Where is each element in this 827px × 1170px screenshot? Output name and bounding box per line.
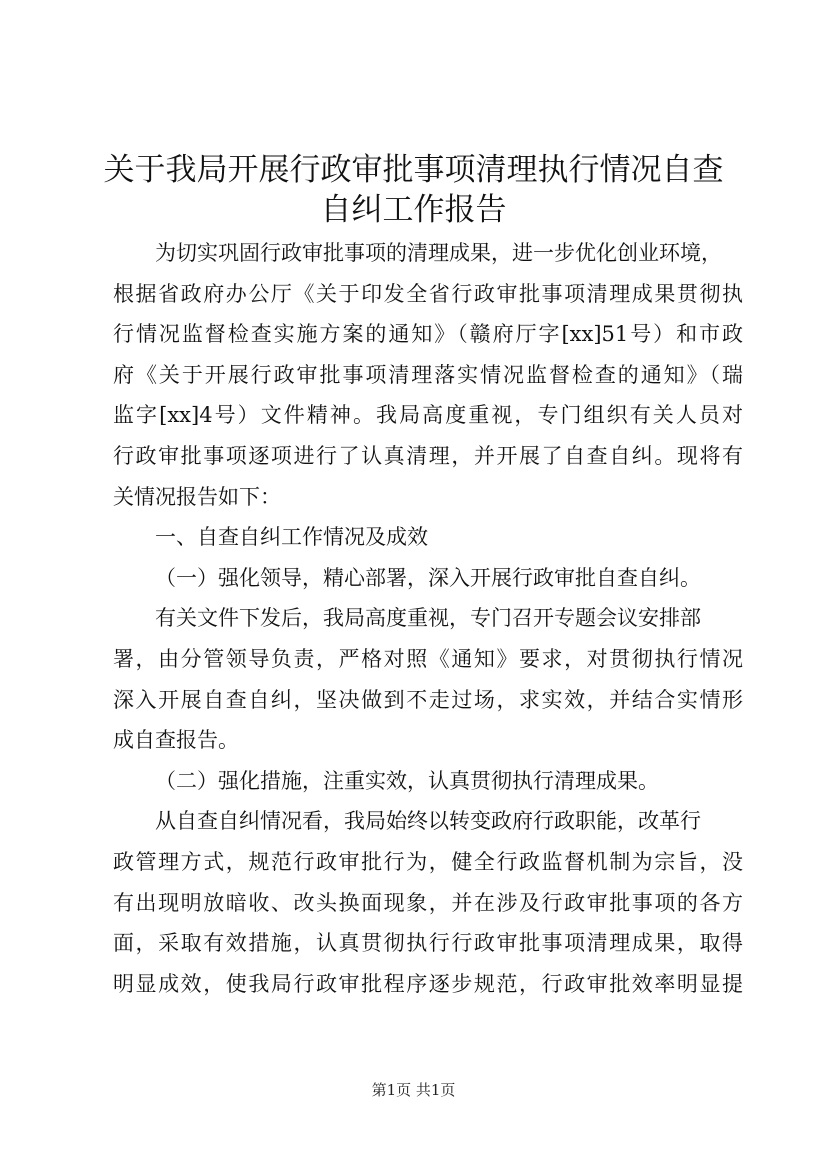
body-line: 监字[xx]4号）文件精神。我局高度重视，专门组织有关人员对 [113, 403, 743, 428]
page-footer: 第1页 共1页 [371, 1081, 456, 1099]
body-line: 行政审批事项逐项进行了认真清理，并开展了自查自纠。现将有 [113, 443, 743, 468]
body-line: 行情况监督检查实施方案的通知》（赣府厅字[xx]51号）和市政 [113, 322, 743, 347]
body-line: 政管理方式，规范行政审批行为，健全行政监督机制为宗旨，没 [113, 849, 743, 874]
document-body [113, 233, 743, 1004]
title-line-1: 关于我局开展行政审批事项清理执行情况自查 [103, 152, 724, 188]
document-title [100, 150, 727, 230]
body-line: 为切实巩固行政审批事项的清理成果，进一步优化创业环境， [155, 241, 722, 265]
body-line: 有关文件下发后，我局高度重视，专门召开专题会议安排部 [155, 606, 701, 631]
subsection-heading: （二）强化措施，注重实效，认真贯彻执行清理成果。 [155, 768, 659, 793]
body-line: 深入开展自查自纠，坚决做到不走过场，求实效，并结合实情形 [113, 687, 743, 712]
body-line: 明显成效，使我局行政审批程序逐步规范，行政审批效率明显提 [113, 971, 743, 996]
body-line: 根据省政府办公厅《关于印发全省行政审批事项清理成果贯彻执 [113, 281, 743, 306]
body-line: 从自查自纠情况看，我局始终以转变政府行政职能，改革行 [155, 809, 701, 834]
title-line-2: 自纠工作报告 [320, 192, 507, 228]
body-line: 关情况报告如下： [113, 484, 281, 509]
body-line: 成自查报告。 [113, 728, 239, 753]
body-line: 署，由分管领导负责，严格对照《通知》要求，对贯彻执行情况 [113, 646, 743, 671]
body-line: 有出现明放暗收、改头换面现象，并在涉及行政审批事项的各方 [113, 890, 743, 915]
body-line: 面，采取有效措施，认真贯彻执行行政审批事项清理成果，取得 [113, 931, 743, 956]
subsection-heading: （一）强化领导，精心部署，深入开展行政审批自查自纠。 [155, 565, 701, 590]
section-heading: 一、自查自纠工作情况及成效 [155, 525, 428, 550]
body-line: 府《关于开展行政审批事项清理落实情况监督检查的通知》（瑞 [113, 362, 743, 387]
